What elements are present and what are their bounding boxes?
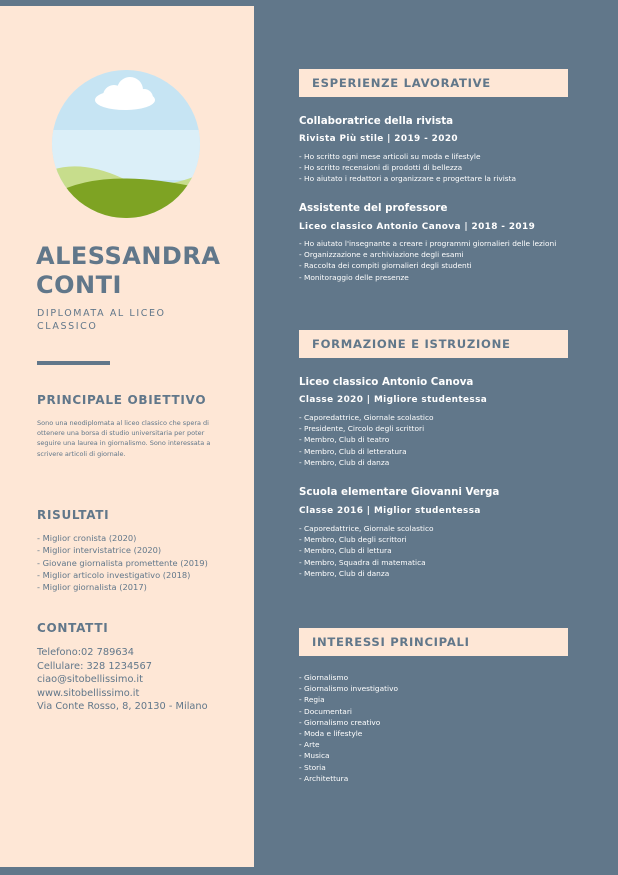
list-item: - Documentari bbox=[299, 706, 352, 716]
job-title: Collaboratrice della rivista bbox=[299, 115, 454, 127]
list-item: - Architettura bbox=[299, 773, 349, 783]
list-item: - Raccolta dei compiti giornalieri degli studenti bbox=[299, 261, 472, 271]
list-item: - Giornalismo investigativo bbox=[299, 684, 398, 694]
job-place: Rivista Più stile | 2019 - 2020 bbox=[299, 134, 458, 144]
list-item: - Caporedattrice, Giornale scolastico bbox=[299, 413, 434, 422]
school-name: Liceo classico Antonio Canova bbox=[299, 376, 474, 388]
list-item: - Musica bbox=[299, 751, 330, 761]
objective-text: Sono una neodiplomata al liceo classico che spera di ottenere una borsa di studio universitaria per poter seguire una laurea in giornalismo. Sono interessata a scrivere articoli di giornale. bbox=[37, 419, 211, 458]
full-name bbox=[36, 242, 246, 300]
job-title: Assistente del professore bbox=[299, 202, 448, 214]
list-item: - Membro, Squadra di matematica bbox=[299, 557, 426, 567]
list-item: - Ho scritto ogni mese articoli su moda e lifestyle bbox=[299, 152, 481, 161]
last-name: CONTI bbox=[36, 271, 122, 299]
contacts-heading: CONTATTI bbox=[37, 621, 109, 635]
list-item: - Miglior cronista (2020) bbox=[37, 533, 137, 543]
objective-heading: PRINCIPALE OBIETTIVO bbox=[37, 393, 207, 407]
list-item: - Moda e lifestyle bbox=[299, 729, 363, 739]
list-item: - Regia bbox=[299, 695, 325, 705]
list-item: - Giornalismo bbox=[299, 673, 349, 682]
list-item: - Arte bbox=[299, 740, 320, 750]
divider bbox=[37, 361, 110, 365]
list-item: - Organizzazione e archiviazione degli esami bbox=[299, 250, 464, 260]
contacts-block bbox=[37, 646, 208, 714]
results-heading: RISULTATI bbox=[37, 508, 110, 522]
list-item: - Membro, Club di teatro bbox=[299, 435, 390, 445]
list-item: - Presidente, Circolo degli scrittori bbox=[299, 424, 425, 434]
list-item: - Membro, Club degli scrittori bbox=[299, 535, 407, 545]
list-item: - Storia bbox=[299, 762, 326, 772]
list-item: - Ho aiutato l'insegnante a creare i programmi giornalieri delle lezioni bbox=[299, 239, 557, 248]
interests-heading: INTERESSI PRINCIPALI bbox=[312, 635, 470, 649]
address: Via Conte Rosso, 8, 20130 - Milano bbox=[37, 701, 208, 712]
list-item: - Giovane giornalista promettente (2019) bbox=[37, 557, 208, 568]
first-name: ALESSANDRA bbox=[36, 242, 221, 270]
list-item: - Miglior giornalista (2017) bbox=[37, 582, 147, 593]
school-detail: Classe 2016 | Miglior studentessa bbox=[299, 506, 481, 516]
website-link[interactable]: www.sitobellissimo.it bbox=[37, 687, 140, 699]
job-duties bbox=[299, 151, 561, 185]
list-item: - Ho scritto recensioni di prodotti di bellezza bbox=[299, 163, 463, 173]
school-activities bbox=[299, 412, 561, 468]
interests-list bbox=[299, 672, 561, 784]
phone: Telefono:02 789634 bbox=[37, 647, 135, 658]
list-item: - Membro, Club di danza bbox=[299, 457, 390, 467]
experience-heading: ESPERIENZE LAVORATIVE bbox=[312, 76, 491, 90]
landscape-illustration-icon bbox=[52, 70, 200, 218]
profile-subtitle: DIPLOMATA AL LICEO CLASSICO bbox=[37, 308, 166, 332]
mobile: Cellulare: 328 1234567 bbox=[37, 660, 152, 672]
interests-heading-box bbox=[299, 628, 568, 656]
results-list bbox=[37, 532, 208, 593]
job-duties bbox=[299, 238, 561, 283]
list-item: - Ho aiutato i redattori a organizzare e progettare la rivista bbox=[299, 174, 517, 184]
list-item: - Giornalismo creativo bbox=[299, 717, 381, 727]
list-item: - Monitoraggio delle presenze bbox=[299, 272, 409, 282]
school-activities bbox=[299, 523, 561, 579]
school-name: Scuola elementare Giovanni Verga bbox=[299, 486, 500, 498]
list-item: - Miglior intervistatrice (2020) bbox=[37, 545, 162, 556]
list-item: - Miglior articolo investigativo (2018) bbox=[37, 569, 191, 580]
email-link[interactable]: ciao@sitobellissimo.it bbox=[37, 674, 143, 685]
education-heading: FORMAZIONE E ISTRUZIONE bbox=[312, 337, 511, 351]
list-item: - Membro, Club di lettura bbox=[299, 546, 392, 556]
education-heading-box bbox=[299, 330, 568, 358]
profile-photo bbox=[52, 70, 200, 218]
list-item: - Caporedattrice, Giornale scolastico bbox=[299, 524, 434, 533]
list-item: - Membro, Club di danza bbox=[299, 568, 390, 578]
job-place: Liceo classico Antonio Canova | 2018 - 2019 bbox=[299, 222, 536, 232]
experience-heading-box bbox=[299, 69, 568, 97]
list-item: - Membro, Club di letteratura bbox=[299, 446, 407, 456]
school-detail: Classe 2020 | Migliore studentessa bbox=[299, 395, 488, 405]
